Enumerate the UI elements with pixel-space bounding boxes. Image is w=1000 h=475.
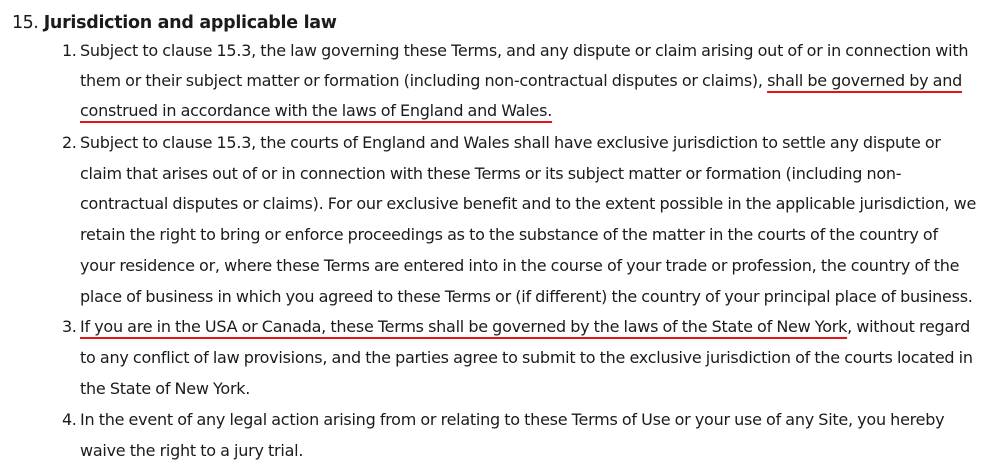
clause-2-line-4 <box>80 221 938 249</box>
clause-3-line-1 <box>62 313 970 341</box>
underlined-clause-text: construed in accordance with the laws of England and Wales. <box>80 101 553 120</box>
underlined-clause-text: If you are in the USA or Canada, these Terms shall be governed by the laws of the State of New York <box>80 317 848 336</box>
clause-2-line-3 <box>80 190 976 218</box>
clause-text: Subject to clause 15.3, the law governing these Terms, and any dispute or claim arising out of or in connection with <box>80 41 969 60</box>
clause-3-number: 3. <box>62 317 77 336</box>
clause-2-line-6 <box>80 283 973 311</box>
clause-2-number: 2. <box>62 133 77 152</box>
clause-3-line-3 <box>80 375 250 403</box>
clause-4-number: 4. <box>62 410 77 429</box>
clause-4-line-1 <box>62 406 944 434</box>
clause-text: waive the right to a jury trial. <box>80 441 304 460</box>
clause-text: place of business in which you agreed to these Terms or (if different) the country of your principal place of business. <box>80 287 973 306</box>
clause-1-line-1 <box>62 37 968 65</box>
section-title: Jurisdiction and applicable law <box>43 13 337 33</box>
clause-text: claim that arises out of or in connection with these Terms or its subject matter or formation (including non- <box>80 164 902 183</box>
clause-4-line-2 <box>80 437 303 465</box>
clause-text: them or their subject matter or formation (including non-contractual disputes or claims), <box>80 71 768 90</box>
clause-2-line-5 <box>80 252 959 280</box>
clause-text: , without regard <box>847 317 970 336</box>
clause-1-number: 1. <box>62 41 77 60</box>
clause-text: contractual disputes or claims). For our exclusive benefit and to the extent possible in the applicable jurisdiction, we <box>80 194 977 213</box>
underlined-clause-text: shall be governed by and <box>767 71 963 90</box>
clause-text: Subject to clause 15.3, the courts of England and Wales shall have exclusive jurisdiction to settle any dispute or <box>80 133 941 152</box>
clause-text: to any conflict of law provisions, and the parties agree to submit to the exclusive jurisdiction of the courts located in <box>80 348 973 367</box>
clause-1-line-3 <box>80 97 552 125</box>
section-number: 15. <box>12 13 39 33</box>
clause-text: In the event of any legal action arising from or relating to these Terms of Use or your use of any Site, you hereby <box>80 410 945 429</box>
section-heading <box>12 10 337 36</box>
clause-2-line-2 <box>80 160 901 188</box>
clause-1-line-2 <box>80 67 962 95</box>
clause-text: retain the right to bring or enforce proceedings as to the substance of the matter in the courts of the country of <box>80 225 938 244</box>
clause-2-line-1 <box>62 129 941 157</box>
clause-text: your residence or, where these Terms are entered into in the course of your trade or profession, the country of the <box>80 256 960 275</box>
clause-3-line-2 <box>80 344 973 372</box>
clause-text: the State of New York. <box>80 379 251 398</box>
